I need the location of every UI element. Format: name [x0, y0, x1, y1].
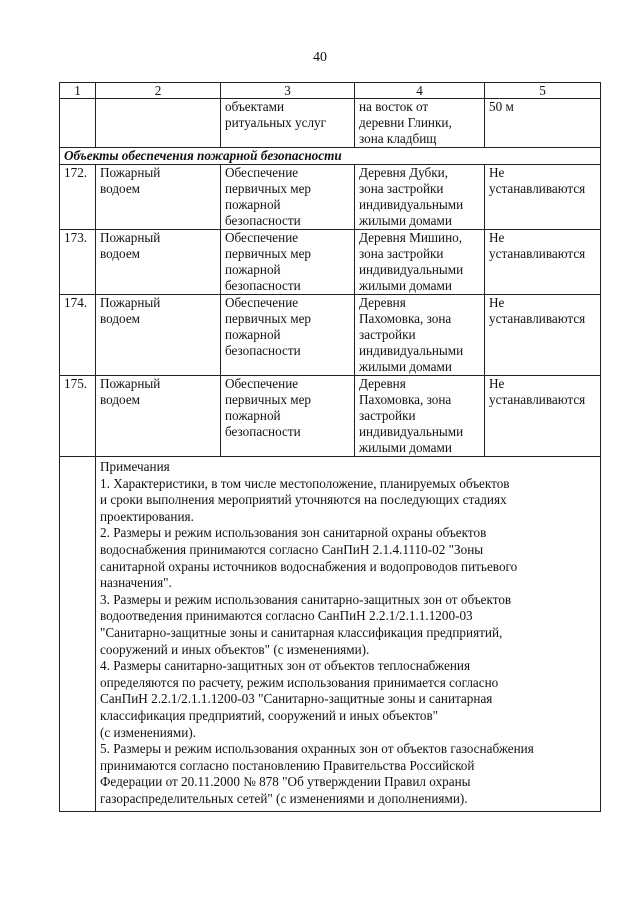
cell-line: пожарной — [225, 327, 281, 342]
row-number: 173. — [60, 230, 96, 295]
cell-line: водоем — [100, 246, 141, 261]
note-line: 5. Размеры и режим использования охранных зон от объектов газоснабжения — [100, 741, 534, 757]
cell-line: пожарной — [225, 408, 281, 423]
cell-line: первичных мер — [225, 392, 312, 407]
cell-line: безопасности — [225, 278, 301, 293]
cell-line: Деревня — [359, 295, 406, 310]
cell-line: Обеспечение — [225, 165, 299, 180]
note-line: (с изменениями). — [100, 724, 197, 740]
cell-line: жилыми домами — [359, 278, 452, 293]
cell-line: Деревня — [359, 376, 406, 391]
cell-line: первичных мер — [225, 246, 312, 261]
cell-line: первичных мер — [225, 311, 312, 326]
cell-line: зона застройки — [359, 246, 444, 261]
cell-line: безопасности — [225, 424, 301, 439]
note-line: водоснабжения принимаются согласно СанПиН 2.1.4.1110-02 "Зоны — [100, 541, 484, 557]
note-line: определяются по расчету, режим использования принимается согласно — [100, 674, 499, 690]
note-line: "Санитарно-защитные зоны и санитарная классификация предприятий, — [100, 624, 503, 640]
object-zone-cell — [485, 230, 601, 295]
object-name-cell — [96, 295, 221, 376]
cell-line: пожарной — [225, 262, 281, 277]
cell-line: Деревня Мишино, — [359, 230, 463, 245]
note-line: СанПиН 2.2.1/2.1.1.1200-03 "Санитарно-защитные зоны и санитарная — [100, 691, 493, 707]
object-zone-cell — [485, 165, 601, 230]
cell-line: индивидуальными — [359, 262, 464, 277]
row-number: 172. — [60, 165, 96, 230]
continued-name-cell — [96, 99, 221, 148]
column-header-5: 5 — [485, 83, 601, 99]
cell-line: жилыми домами — [359, 213, 452, 228]
continued-location-cell — [355, 99, 485, 148]
note-line: Федерации от 20.11.2000 № 878 "Об утверждении Правил охраны — [100, 774, 471, 790]
notes-num-cell — [60, 457, 96, 812]
notes-cell — [96, 457, 601, 812]
object-purpose-cell — [221, 165, 355, 230]
cell-line: деревни Глинки, — [359, 115, 452, 130]
cell-line: устанавливаются — [489, 246, 586, 261]
continued-num-cell — [60, 99, 96, 148]
note-line: 4. Размеры санитарно-защитных зон от объектов теплоснабжения — [100, 658, 471, 674]
object-name-cell — [96, 230, 221, 295]
note-line: классификация предприятий, сооружений и иных объектов" — [100, 707, 439, 723]
object-purpose-cell — [221, 295, 355, 376]
note-line: 3. Размеры и режим использования санитарно-защитных зон от объектов — [100, 591, 512, 607]
note-line: назначения". — [100, 575, 172, 591]
cell-line: пожарной — [225, 197, 281, 212]
note-line: 1. Характеристики, в том числе местоположение, планируемых объектов — [100, 475, 510, 491]
note-line: газораспределительных сетей" (с изменениями и дополнениями). — [100, 790, 468, 806]
cell-line: зона застройки — [359, 181, 444, 196]
cell-line: устанавливаются — [489, 181, 586, 196]
object-zone-cell — [485, 376, 601, 457]
cell-line: устанавливаются — [489, 311, 586, 326]
object-purpose-cell — [221, 376, 355, 457]
cell-line: водоем — [100, 181, 141, 196]
cell-line: индивидуальными — [359, 343, 464, 358]
cell-line: первичных мер — [225, 181, 312, 196]
continued-row — [60, 99, 601, 148]
note-line: водоотведения принимаются согласно СанПиН 2.2.1/2.1.1.1200-03 — [100, 608, 473, 624]
row-number: 175. — [60, 376, 96, 457]
object-location-cell — [355, 295, 485, 376]
notes-row — [60, 457, 601, 812]
object-zone-cell — [485, 295, 601, 376]
object-location-cell — [355, 165, 485, 230]
cell-line: Не — [489, 165, 505, 180]
note-line: 2. Размеры и режим использования зон санитарной охраны объектов — [100, 525, 487, 541]
cell-line: жилыми домами — [359, 359, 452, 374]
cell-line: застройки — [359, 408, 416, 423]
note-line: и сроки выполнения мероприятий уточняются на последующих стадиях — [100, 492, 507, 508]
table-row — [60, 295, 601, 376]
cell-line: зона кладбищ — [359, 131, 437, 146]
note-line: проектирования. — [100, 508, 194, 524]
table-row — [60, 230, 601, 295]
objects-table — [59, 82, 601, 812]
cell-line: Обеспечение — [225, 230, 299, 245]
cell-line: Не — [489, 230, 505, 245]
note-line: принимаются согласно постановлению Правительства Российской — [100, 757, 475, 773]
section-row — [60, 148, 601, 165]
table-row — [60, 376, 601, 457]
row-number: 174. — [60, 295, 96, 376]
cell-line: Пожарный — [100, 165, 161, 180]
cell-line: Обеспечение — [225, 295, 299, 310]
column-header-3: 3 — [221, 83, 355, 99]
cell-line: жилыми домами — [359, 440, 452, 455]
column-header-1: 1 — [60, 83, 96, 99]
cell-line: Пожарный — [100, 230, 161, 245]
cell-line: Пожарный — [100, 376, 161, 391]
cell-line: устанавливаются — [489, 392, 586, 407]
cell-line: Пахомовка, зона — [359, 392, 452, 407]
cell-line: застройки — [359, 327, 416, 342]
column-header-4: 4 — [355, 83, 485, 99]
cell-line: индивидуальными — [359, 197, 464, 212]
table-row — [60, 165, 601, 230]
cell-line: Пожарный — [100, 295, 161, 310]
cell-line: Обеспечение — [225, 376, 299, 391]
cell-line: Пахомовка, зона — [359, 311, 452, 326]
cell-line: ритуальных услуг — [225, 115, 327, 130]
note-line: санитарной охраны источников водоснабжения и водопроводов питьевого — [100, 558, 518, 574]
notes-heading: Примечания — [100, 459, 170, 474]
continued-purpose-cell — [221, 99, 355, 148]
object-name-cell — [96, 165, 221, 230]
cell-line: безопасности — [225, 343, 301, 358]
cell-line: объектами — [225, 99, 285, 114]
cell-line: Не — [489, 295, 505, 310]
object-location-cell — [355, 230, 485, 295]
object-purpose-cell — [221, 230, 355, 295]
object-name-cell — [96, 376, 221, 457]
column-header-row — [60, 83, 601, 99]
page-number: 40 — [313, 50, 327, 65]
cell-line: индивидуальными — [359, 424, 464, 439]
cell-line: на восток от — [359, 99, 429, 114]
column-header-2: 2 — [96, 83, 221, 99]
cell-line: Деревня Дубки, — [359, 165, 448, 180]
cell-line: Не — [489, 376, 505, 391]
object-location-cell — [355, 376, 485, 457]
cell-line: водоем — [100, 392, 141, 407]
cell-line: 50 м — [489, 99, 514, 114]
continued-zone-cell — [485, 99, 601, 148]
cell-line: водоем — [100, 311, 141, 326]
section-title: Объекты обеспечения пожарной безопасности — [60, 148, 601, 165]
cell-line: безопасности — [225, 213, 301, 228]
note-line: сооружений и иных объектов" (с изменениями). — [100, 641, 370, 657]
